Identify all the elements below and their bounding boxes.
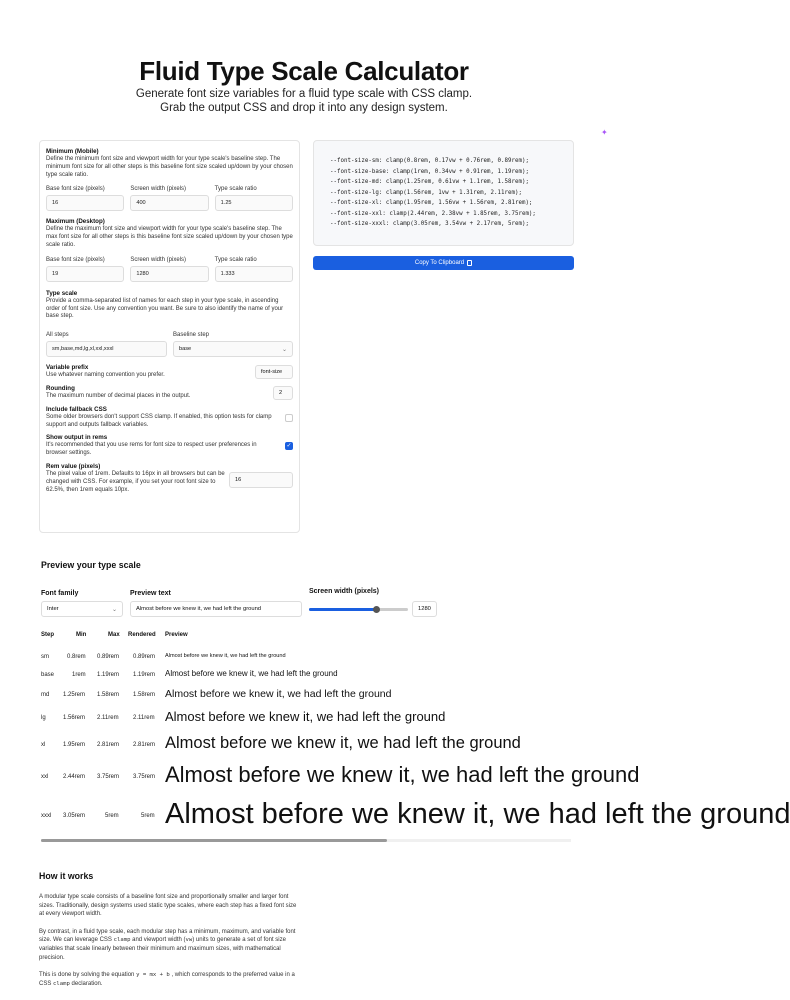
step-cell: lg — [41, 715, 46, 721]
max-screen-label: Screen width (pixels) — [130, 256, 187, 263]
min-cell: 1.56rem — [63, 715, 86, 721]
page-title: Fluid Type Scale Calculator — [139, 56, 469, 86]
table-horizontal-scrollbar[interactable] — [41, 839, 571, 842]
preview-cell: Almost before we knew it, we had left the ground — [165, 798, 790, 830]
min-base-font-size-input[interactable]: 16 — [46, 195, 124, 211]
fallback-title: Include fallback CSS — [46, 405, 107, 413]
clipboard-icon — [467, 260, 472, 266]
how-it-works-section — [39, 871, 299, 997]
output-line: --font-size-xxxl: clamp(3.05rem, 3.54vw + 2.17rem, 5rem); — [330, 221, 529, 227]
rems-description: It's recommended that you use rems for font size to respect user preferences in browser settings. — [46, 442, 257, 457]
baseline-step-label: Baseline step — [173, 332, 210, 339]
rems-title: Show output in rems — [46, 434, 108, 442]
preview-text-input[interactable] — [130, 601, 302, 617]
min-inputs-row — [46, 185, 293, 211]
header-min: Min — [76, 632, 87, 638]
min-cell: 1rem — [72, 672, 86, 678]
type-scale-table — [41, 632, 790, 842]
step-cell: base — [41, 672, 55, 678]
preview-cell: Almost before we knew it, we had left the ground — [165, 688, 392, 700]
how-paragraph-2: By contrast, in a fluid type scale, each modular step has a minimum, maximum, and variable font size. We can leverage CSS clamp and viewport width (vw) units to generate a set of font size variables that scale linearly between their minimum and maximum sizes, with mathematical precision. — [39, 928, 296, 961]
all-steps-input[interactable]: sm,base,md,lg,xl,xxl,xxxl — [46, 341, 167, 357]
rendered-cell: 2.81rem — [133, 742, 156, 748]
rendered-cell: 5rem — [141, 813, 155, 819]
page-subtitle-line2: Grab the output CSS and drop it into any design system. — [160, 102, 448, 114]
page-subtitle-line1: Generate font size variables for a fluid type scale with CSS clamp. — [135, 88, 473, 100]
header-preview: Preview — [165, 632, 188, 638]
max-cell: 5rem — [105, 813, 119, 819]
type-scale-description: Provide a comma-separated list of names for each step in your type scale, in ascending order of font size. Use any convention you want. Be sure to also identify the name of your base step. — [46, 297, 284, 320]
rem-value-description: The pixel value of 1rem. Defaults to 16px in all browsers but can be changed with CSS. For example, if you set your root font size to 62.5%, then 1rem equals 10px. — [46, 470, 225, 493]
fallback-checkbox[interactable] — [285, 414, 293, 422]
preview-cell: Almost before we knew it, we had left the ground — [165, 762, 640, 787]
max-base-font-size-input[interactable]: 19 — [46, 266, 124, 282]
screen-width-value: 1280 — [418, 606, 431, 612]
output-line: --font-size-base: clamp(1rem, 0.34vw + 0.91rem, 1.19rem); — [330, 168, 529, 175]
prefix-description: Use whatever naming convention you prefer. — [46, 372, 165, 379]
min-screen-width-input[interactable]: 400 — [130, 195, 208, 211]
step-cell: xl — [41, 742, 46, 748]
font-family-value: Inter — [47, 606, 59, 612]
rounding-row — [46, 385, 293, 401]
max-cell: 1.19rem — [97, 672, 120, 678]
step-cell: xxxl — [41, 813, 52, 819]
font-family-select[interactable] — [41, 601, 123, 617]
max-section-title: Maximum (Desktop) — [46, 218, 105, 226]
hero — [0, 56, 608, 115]
rounding-input[interactable]: 2 — [273, 386, 293, 400]
rendered-cell: 0.89rem — [133, 654, 156, 660]
sparkle-icon: ✦ — [601, 128, 608, 137]
baseline-step-select[interactable] — [173, 341, 293, 357]
max-inputs-row — [46, 256, 293, 282]
preview-text-label: Preview text — [130, 590, 171, 597]
min-type-scale-ratio-input[interactable]: 1.25 — [215, 195, 293, 211]
preview-text-value: Almost before we knew it, we had left the ground — [136, 606, 262, 612]
how-paragraph-3: This is done by solving the equation y = mx + b , which corresponds to the preferred value in a CSS clamp declaration. — [39, 972, 295, 987]
preview-cell: Almost before we knew it, we had left the ground — [165, 709, 446, 724]
prefix-row — [46, 364, 293, 380]
max-cell: 0.89rem — [97, 654, 120, 660]
min-section-description: Define the minimum font size and viewport width for your type scale's baseline step. The minimum font size for all other steps is this baseline font size scaled up/down by your chosen type scale ratio. — [46, 156, 293, 178]
min-ratio-label: Type scale ratio — [214, 186, 257, 193]
min-section-title: Minimum (Mobile) — [46, 148, 99, 155]
rendered-cell: 1.58rem — [133, 692, 156, 698]
rem-value-title: Rem value (pixels) — [46, 462, 101, 470]
chevron-down-icon: ⌄ — [281, 346, 287, 353]
output-line: --font-size-sm: clamp(0.8rem, 0.17vw + 0.76rem, 0.89rem); — [330, 158, 529, 164]
step-cell: xxl — [41, 774, 49, 780]
prefix-title: Variable prefix — [46, 364, 89, 372]
output-line: --font-size-xl: clamp(1.95rem, 1.56vw + 1.56rem, 2.81rem); — [330, 200, 533, 206]
type-scale-title: Type scale — [46, 289, 78, 297]
max-screen-width-input[interactable]: 1280 — [130, 266, 208, 282]
step-cell: sm — [41, 654, 49, 660]
max-base-label: Base font size (pixels) — [46, 256, 105, 263]
rems-row — [46, 434, 293, 458]
variable-prefix-input[interactable]: font-size — [255, 365, 293, 379]
output-line: --font-size-md: clamp(1.25rem, 0.61vw + 1.1rem, 1.58rem); — [330, 179, 529, 185]
copy-button-label: Copy To Clipboard — [414, 260, 465, 266]
screen-width-label: Screen width (pixels) — [309, 588, 380, 595]
fallback-description: Some older browsers don't support CSS clamp. If enabled, this option tests for clamp support and outputs fallback variables. — [46, 413, 272, 428]
screen-width-slider[interactable] — [309, 608, 408, 611]
rendered-cell: 3.75rem — [133, 774, 156, 780]
slider-thumb[interactable] — [373, 606, 380, 613]
how-paragraph-1: A modular type scale consists of a baseline font size and proportionally smaller and larger font sizes. Traditionally, design systems used static type scales, where each step has a fixed font size at every viewport width. — [39, 894, 297, 918]
min-cell: 1.95rem — [63, 742, 86, 748]
screen-width-input[interactable] — [412, 601, 437, 617]
preview-cell: Almost before we knew it, we had left the ground — [165, 734, 521, 752]
settings-form — [39, 140, 300, 533]
rem-value-input[interactable]: 16 — [229, 472, 293, 488]
header-step: Step — [41, 632, 55, 638]
rounding-description: The maximum number of decimal places in the output. — [46, 392, 191, 399]
max-section-description: Define the maximum font size and viewport width for your type scale's baseline step. The max font size for all other steps is this baseline font size scaled up/down by your chosen type scale ratio. — [46, 226, 293, 248]
baseline-step-value: base — [179, 346, 192, 353]
header-rendered: Rendered — [128, 632, 156, 638]
rendered-cell: 2.11rem — [133, 715, 155, 721]
rems-checkbox[interactable]: ✓ — [286, 443, 292, 450]
min-cell: 2.44rem — [63, 774, 86, 780]
max-ratio-label: Type scale ratio — [214, 256, 257, 263]
type-scale-row — [46, 331, 293, 357]
output-line: --font-size-lg: clamp(1.56rem, 1vw + 1.31rem, 2.11rem); — [330, 189, 522, 196]
rounding-title: Rounding — [46, 384, 75, 392]
scrollbar-thumb[interactable] — [41, 839, 387, 842]
max-cell: 2.11rem — [97, 715, 119, 721]
step-cell: md — [41, 692, 50, 698]
preview-cell: Almost before we knew it, we had left the ground — [165, 669, 338, 678]
chevron-down-icon: ⌄ — [111, 606, 117, 613]
slider-fill — [309, 608, 376, 611]
rendered-cell: 1.19rem — [133, 672, 156, 678]
preview-section-title: Preview your type scale — [41, 560, 141, 570]
max-cell: 2.81rem — [97, 742, 120, 748]
rem-value-row — [46, 463, 293, 494]
preview-cell: Almost before we knew it, we had left the ground — [165, 653, 286, 659]
header-max: Max — [108, 632, 120, 638]
fallback-row — [46, 406, 293, 430]
how-it-works-title: How it works — [39, 871, 94, 881]
max-cell: 1.58rem — [97, 692, 120, 698]
copy-to-clipboard-button[interactable] — [313, 256, 574, 270]
min-cell: 0.8rem — [67, 654, 86, 660]
font-family-label: Font family — [41, 590, 79, 597]
max-type-scale-ratio-input[interactable]: 1.333 — [215, 266, 293, 282]
preview-controls — [41, 588, 581, 628]
min-screen-label: Screen width (pixels) — [130, 186, 187, 193]
css-output — [313, 140, 574, 246]
min-cell: 1.25rem — [63, 692, 86, 698]
min-cell: 3.05rem — [63, 813, 86, 819]
max-cell: 3.75rem — [97, 774, 120, 780]
min-base-label: Base font size (pixels) — [46, 186, 105, 193]
all-steps-label: All steps — [46, 332, 69, 339]
output-line: --font-size-xxl: clamp(2.44rem, 2.38vw + 1.85rem, 3.75rem); — [330, 210, 536, 217]
